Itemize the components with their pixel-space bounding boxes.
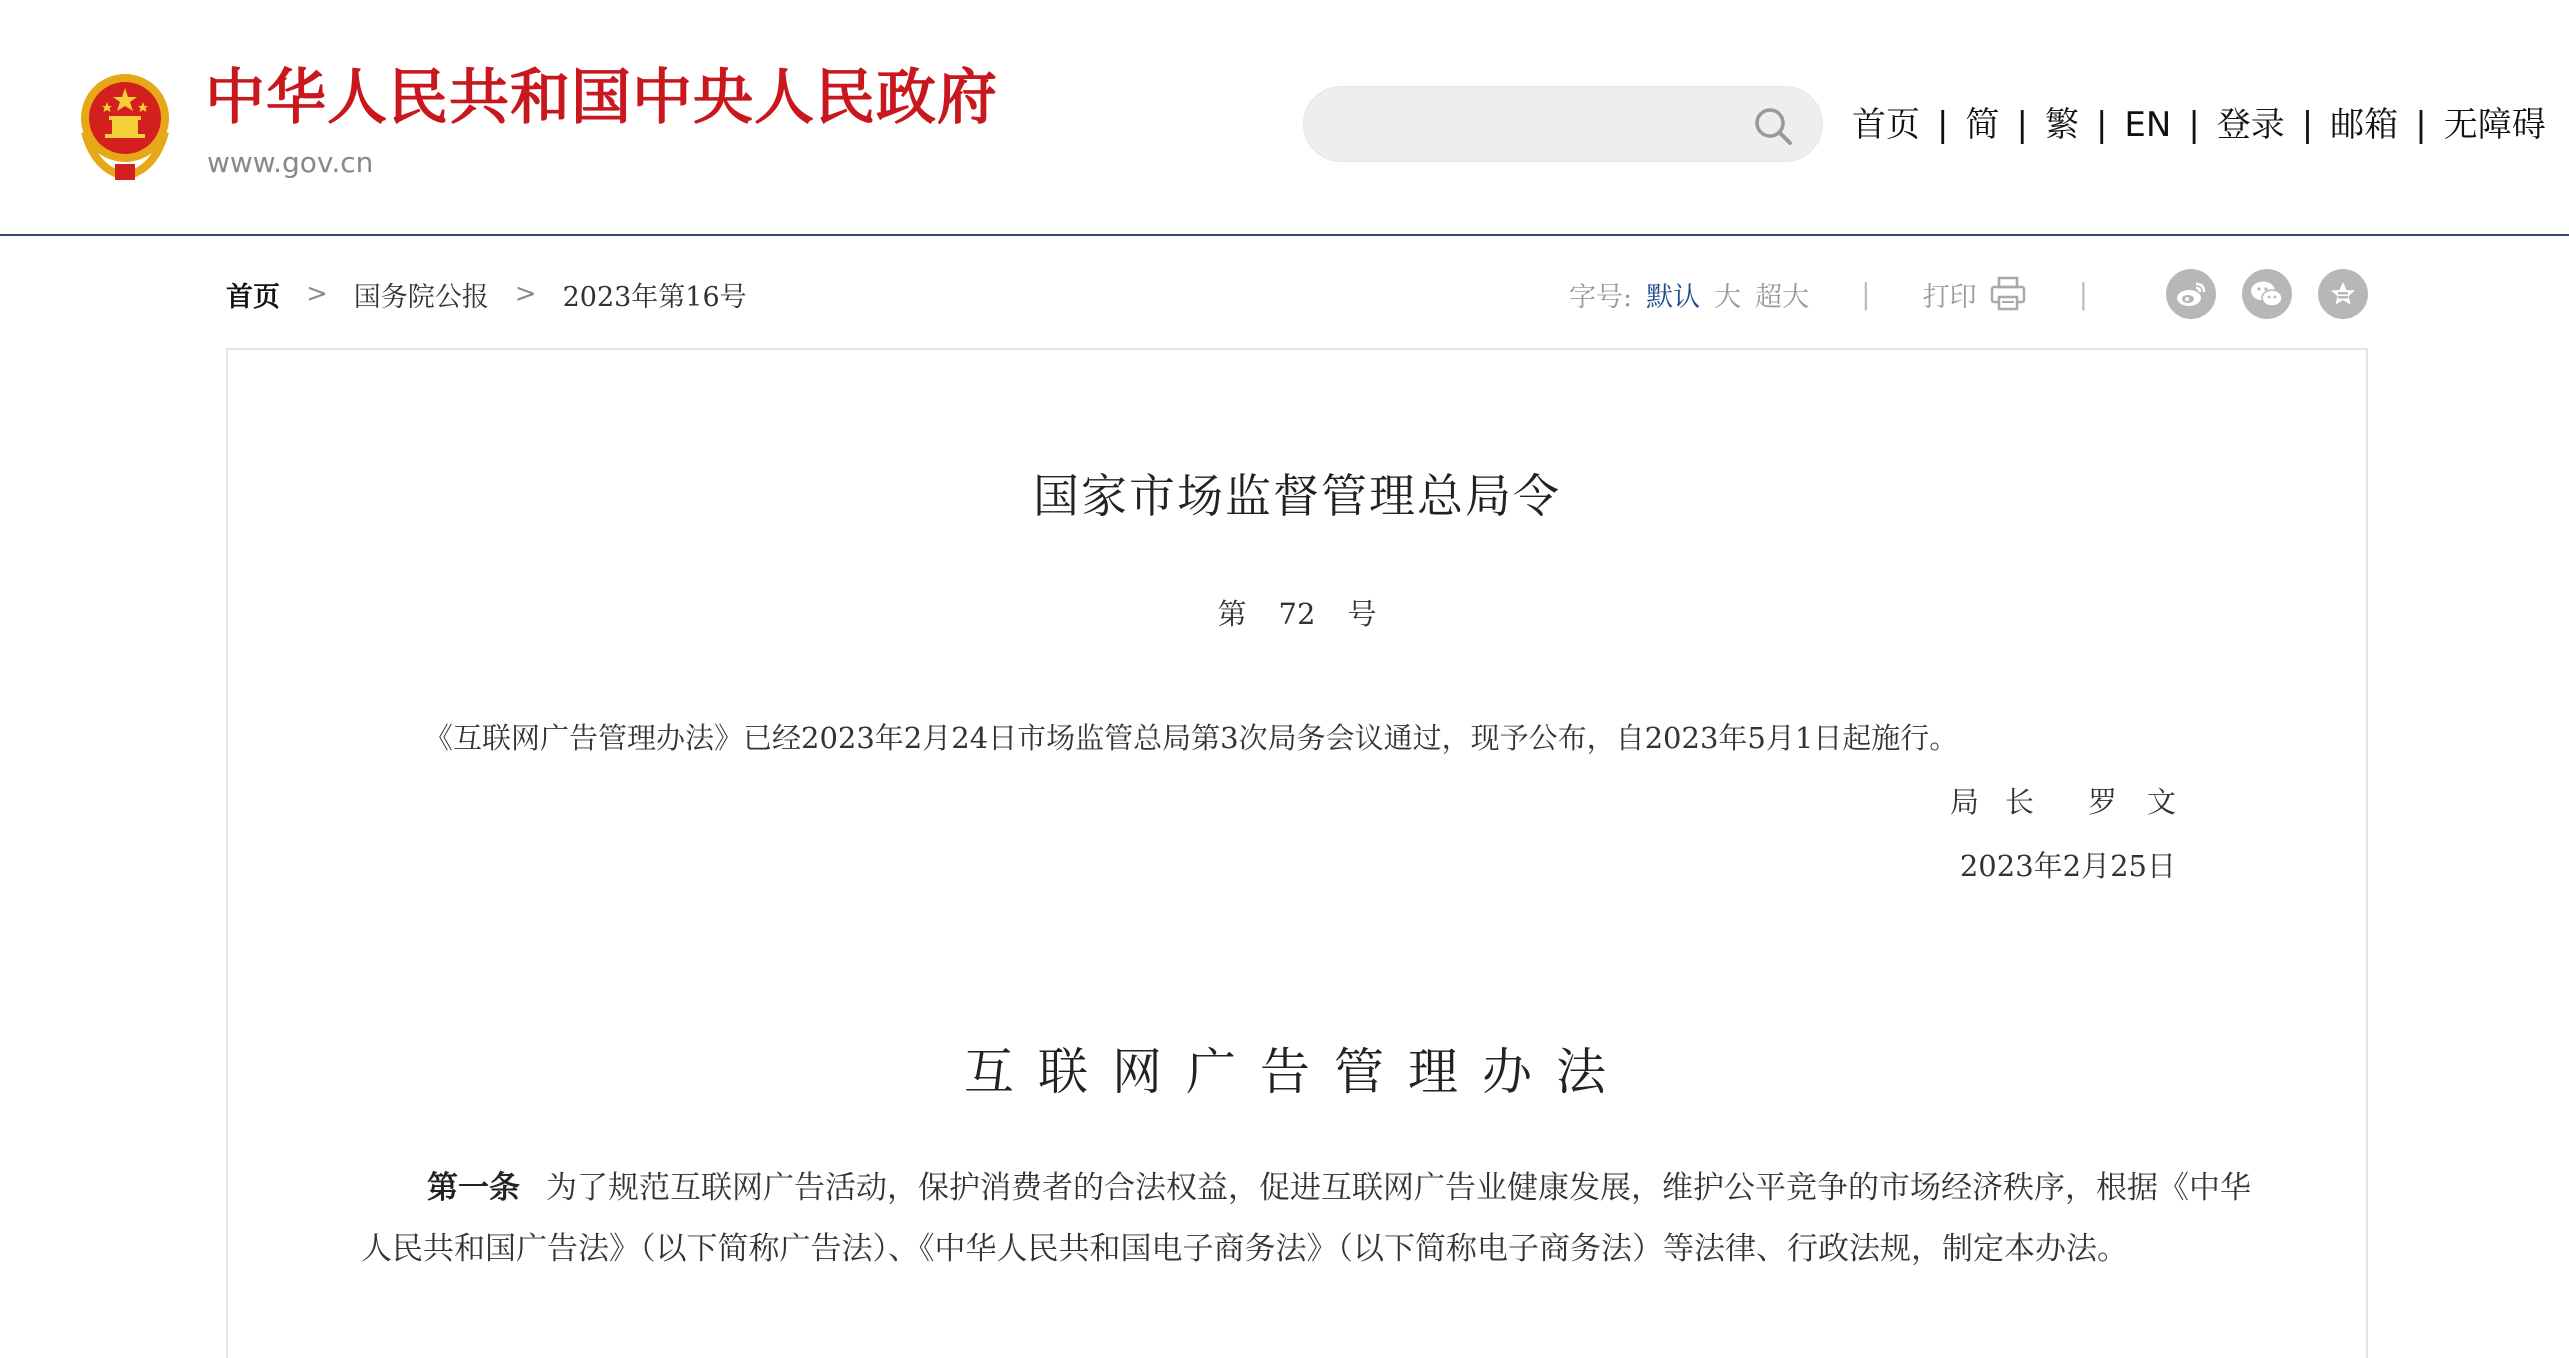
nav-divider: | [2095,105,2108,145]
breadcrumb [226,264,747,324]
nav-accessibility[interactable]: 无障碍 [2443,105,2546,145]
signer-role: 局长 [1949,785,2060,819]
breadcrumb-gazette[interactable]: 国务院公报 [353,281,489,313]
document-body [226,348,2368,1358]
font-size-default[interactable]: 默认 [1646,281,1701,313]
font-size-label: 字号: [1569,281,1633,313]
nav-traditional[interactable]: 繁 [2044,105,2079,145]
print-label: 打印 [1922,281,1977,313]
decree-number-value: 72 [1278,597,1316,631]
decree-number [228,592,2366,633]
print-button[interactable] [1923,275,2027,314]
article-text: 为了规范互联网广告活动，保护消费者的合法权益，促进互联网广告业健康发展，维护公平竞争的市场经济秩序，根据《中华人民共和国广告法》（以下简称广告法）、《中华人民共和国电子商务法》（以下简称电子商务法）等法律、行政法规，制定本办法。 [361,1170,2251,1267]
weibo-icon[interactable] [2166,269,2216,319]
chevron-right-icon: > [306,279,328,309]
decree-number-suffix: 号 [1347,597,1377,631]
article-paragraph [361,1158,2251,1280]
nav-divider: | [2188,105,2200,145]
tools-divider: | [2078,277,2088,311]
breadcrumb-home[interactable]: 首页 [226,281,280,313]
breadcrumb-issue[interactable]: 2023年第16号 [562,281,747,313]
nav-divider: | [2415,105,2427,145]
wechat-icon[interactable] [2242,269,2292,319]
search-icon[interactable] [1752,105,1794,147]
decree-number-prefix: 第 [1217,597,1247,631]
document-title: 国家市场监督管理总局令 [1033,469,1561,523]
site-title[interactable]: 中华人民共和国中央人民政府 [205,63,998,133]
nav-login[interactable]: 登录 [2216,105,2285,145]
nav-simplified[interactable]: 简 [1965,105,2000,145]
site-header [0,0,2569,236]
printer-icon [1989,275,2027,313]
nav-english[interactable]: EN [2124,105,2172,145]
nav-divider: | [2016,105,2028,145]
top-nav [1852,103,2546,147]
sign-date: 2023年2月25日 [1959,849,2176,883]
nav-divider: | [1937,105,1949,145]
article-toolbar [226,264,2368,324]
national-emblem-icon[interactable] [75,72,175,182]
site-url: www.gov.cn [207,146,374,179]
signer [1949,780,2206,821]
article-number: 第一条 [427,1170,520,1206]
page-tools [1569,264,2368,324]
announcement-text: 《互联网广告管理办法》已经2023年2月24日市场监管总局第3次局务会议通过，现予公布，自2023年5月1日起施行。 [424,721,1959,755]
nav-mail[interactable]: 邮箱 [2330,105,2399,145]
favorite-icon[interactable] [2318,269,2368,319]
nav-divider: | [2301,105,2314,145]
font-size-xlarge[interactable]: 超大 [1755,281,1810,313]
search-input[interactable] [1334,97,1734,153]
nav-home[interactable]: 首页 [1852,105,1920,145]
search-box [1303,86,1823,162]
regulation-title: 互联网广告管理办法 [964,1043,1630,1101]
tools-divider: | [1861,277,1871,311]
chevron-right-icon: > [514,279,537,309]
font-size-large[interactable]: 大 [1714,281,1742,313]
signer-name: 罗文 [2087,785,2206,819]
